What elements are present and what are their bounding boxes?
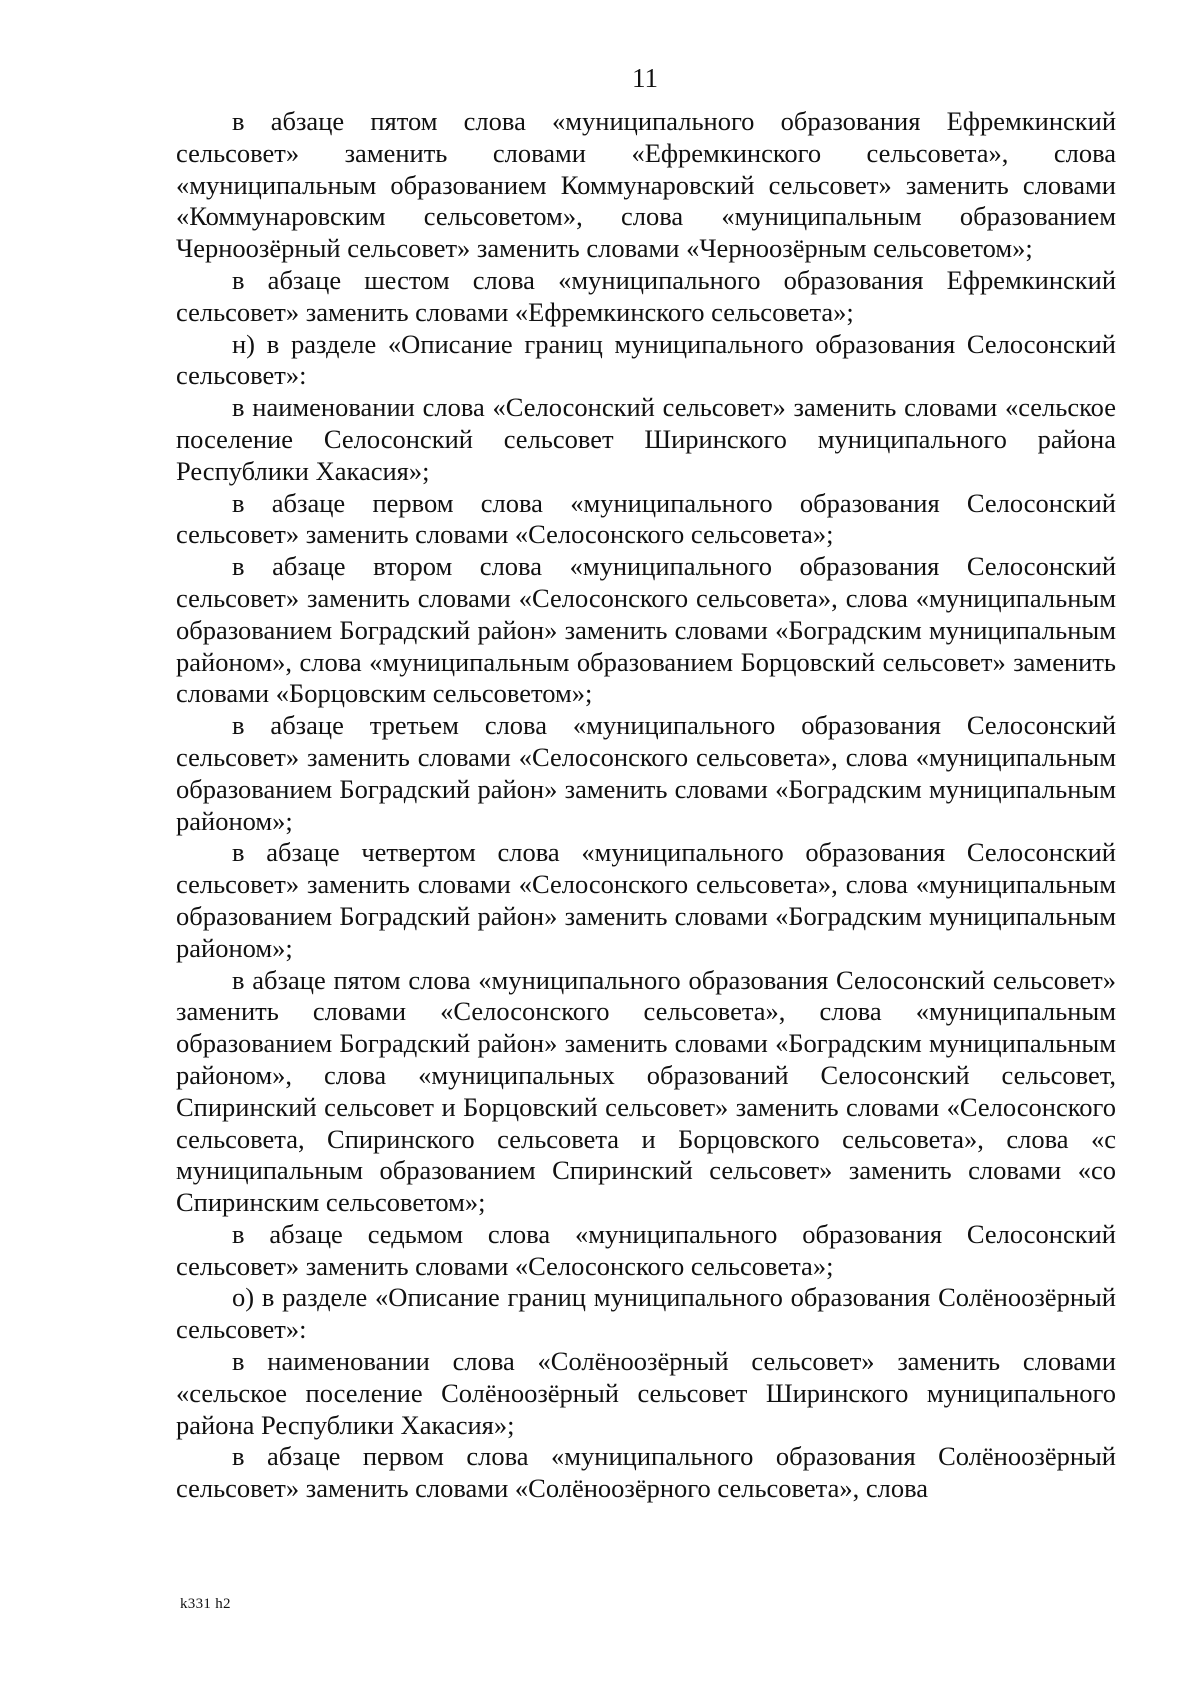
paragraph: в абзаце седьмом слова «муниципального образования Селосонский сельсовет» заменить словами «Селосонского сельсовета»; xyxy=(176,1218,1116,1281)
document-body xyxy=(176,106,1116,1505)
paragraph: в абзаце третьем слова «муниципального образования Селосонский сельсовет» заменить словами «Селосонского сельсовета», слова «муниципальным образованием Боградский район» заменить словами «Боградским муниципальным районом»; xyxy=(176,710,1116,836)
paragraph: н) в разделе «Описание границ муниципального образования Селосонский сельсовет»: xyxy=(176,328,1116,391)
paragraph: о) в разделе «Описание границ муниципального образования Солёноозёрный сельсовет»: xyxy=(176,1282,1116,1345)
paragraph: в абзаце первом слова «муниципального образования Селосонский сельсовет» заменить словами «Селосонского сельсовета»; xyxy=(176,487,1116,550)
paragraph: в абзаце первом слова «муниципального образования Солёноозёрный сельсовет» заменить словами «Солёноозёрного сельсовета», слова xyxy=(176,1441,1116,1504)
page-number: 11 xyxy=(632,63,658,93)
paragraph: в наименовании слова «Солёноозёрный сельсовет» заменить словами «сельское поселение Солёноозёрный сельсовет Ширинского муниципального района Республики Хакасия»; xyxy=(176,1346,1116,1440)
paragraph: в наименовании слова «Селосонский сельсовет» заменить словами «сельское поселение Селосонский сельсовет Ширинского муниципального района Республики Хакасия»; xyxy=(176,392,1116,486)
paragraph: в абзаце четвертом слова «муниципального образования Селосонский сельсовет» заменить словами «Селосонского сельсовета», слова «муниципальным образованием Боградский район» заменить словами «Боградским муниципальным районом»; xyxy=(176,837,1116,963)
paragraph: в абзаце пятом слова «муниципального образования Ефремкинский сельсовет» заменить словами «Ефремкинского сельсовета», слова «муниципальным образованием Коммунаровский сельсовет» заменить словами «Коммунаровским сельсоветом», слова «муниципальным образованием Черноозёрный сельсовет» заменить словами «Черноозёрным сельсоветом»; xyxy=(176,106,1116,264)
paragraph: в абзаце пятом слова «муниципального образования Селосонский сельсовет» заменить словами «Селосонского сельсовета», слова «муниципальным образованием Боградский район» заменить словами «Боградским муниципальным районом», слова «муниципальных образований Селосонский сельсовет, Спиринский сельсовет и Борцовский сельсовет» заменить словами «Селосонского сельсовета, Спиринского сельсовета и Борцовского сельсовета», слова «с муниципальным образованием Спиринский сельсовет» заменить словами «со Спиринским сельсоветом»; xyxy=(176,964,1116,1218)
paragraph: в абзаце шестом слова «муниципального образования Ефремкинский сельсовет» заменить словами «Ефремкинского сельсовета»; xyxy=(176,264,1116,327)
paragraph: в абзаце втором слова «муниципального образования Селосонский сельсовет» заменить словами «Селосонского сельсовета», слова «муниципальным образованием Боградский район» заменить словами «Боградским муниципальным районом», слова «муниципальным образованием Борцовский сельсовет» заменить словами «Борцовским сельсоветом»; xyxy=(176,551,1116,709)
footer-document-code: k331 h2 xyxy=(180,1596,231,1612)
